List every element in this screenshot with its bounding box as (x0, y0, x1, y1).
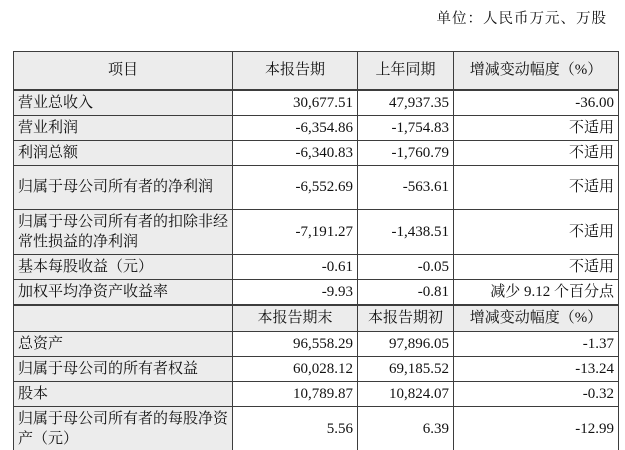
current-value: -9.93 (233, 279, 358, 305)
header-empty-cell (14, 305, 233, 332)
current-value: 60,028.12 (233, 357, 358, 382)
table-row-net-profit-excl-nonrecurring (14, 209, 619, 254)
row-label: 总资产 (14, 332, 233, 357)
change-value: 不适用 (454, 254, 619, 279)
table-row-basic-eps (14, 254, 619, 279)
prior-value: -1,438.51 (358, 209, 454, 254)
change-value: 不适用 (454, 140, 619, 165)
current-value: 96,558.29 (233, 332, 358, 357)
prior-value: -1,760.79 (358, 140, 454, 165)
prior-value: 97,896.05 (358, 332, 454, 357)
row-label: 加权平均净资产收益率 (14, 279, 233, 305)
unit-note: 单位：人民币万元、万股 (436, 11, 607, 27)
current-value: -7,191.27 (233, 209, 358, 254)
row-label: 归属于母公司所有者的净利润 (14, 165, 233, 209)
header-prior-period: 上年同期 (358, 52, 454, 90)
table-row-weighted-avg-roe (14, 279, 619, 305)
prior-value: 10,824.07 (358, 382, 454, 407)
prior-value: -0.81 (358, 279, 454, 305)
prior-value: 6.39 (358, 407, 454, 450)
header-change-rate: 增减变动幅度（%） (454, 52, 619, 90)
row-label: 股本 (14, 382, 233, 407)
row-label: 归属于母公司所有者的每股净资产（元） (14, 407, 233, 450)
table-row-share-capital (14, 382, 619, 407)
prior-value: -563.61 (358, 165, 454, 209)
change-value: -12.99 (454, 407, 619, 450)
current-value: -6,340.83 (233, 140, 358, 165)
prior-value: -0.05 (358, 254, 454, 279)
change-value: 不适用 (454, 115, 619, 140)
change-value: -0.32 (454, 382, 619, 407)
current-value: 5.56 (233, 407, 358, 450)
header-period-end: 本报告期末 (233, 305, 358, 332)
header-change-rate-2: 增减变动幅度（%） (454, 305, 619, 332)
prior-value: -1,754.83 (358, 115, 454, 140)
row-label: 营业总收入 (14, 90, 233, 116)
header-current-period: 本报告期 (233, 52, 358, 90)
financial-summary-table (13, 51, 619, 450)
row-label: 基本每股收益（元） (14, 254, 233, 279)
table-header-row-period-end (14, 305, 619, 332)
current-value: 30,677.51 (233, 90, 358, 116)
current-value: -6,552.69 (233, 165, 358, 209)
table-row-owners-equity-parent (14, 357, 619, 382)
change-value: -13.24 (454, 357, 619, 382)
change-value: -36.00 (454, 90, 619, 116)
header-period-begin: 本报告期初 (358, 305, 454, 332)
table-row-total-profit (14, 140, 619, 165)
row-label: 归属于母公司所有者的扣除非经常性损益的净利润 (14, 209, 233, 254)
current-value: 10,789.87 (233, 382, 358, 407)
change-value: 不适用 (454, 165, 619, 209)
table-row-total-revenue (14, 90, 619, 116)
table-header-row-period (14, 52, 619, 90)
table-row-operating-profit (14, 115, 619, 140)
change-value: -1.37 (454, 332, 619, 357)
row-label: 营业利润 (14, 115, 233, 140)
table-row-net-assets-per-share (14, 407, 619, 450)
row-label: 归属于母公司的所有者权益 (14, 357, 233, 382)
row-label: 利润总额 (14, 140, 233, 165)
change-value: 减少 9.12 个百分点 (454, 279, 619, 305)
prior-value: 69,185.52 (358, 357, 454, 382)
table-row-total-assets (14, 332, 619, 357)
header-item: 项目 (14, 52, 233, 90)
table-row-net-profit-parent (14, 165, 619, 209)
prior-value: 47,937.35 (358, 90, 454, 116)
current-value: -6,354.86 (233, 115, 358, 140)
change-value: 不适用 (454, 209, 619, 254)
current-value: -0.61 (233, 254, 358, 279)
